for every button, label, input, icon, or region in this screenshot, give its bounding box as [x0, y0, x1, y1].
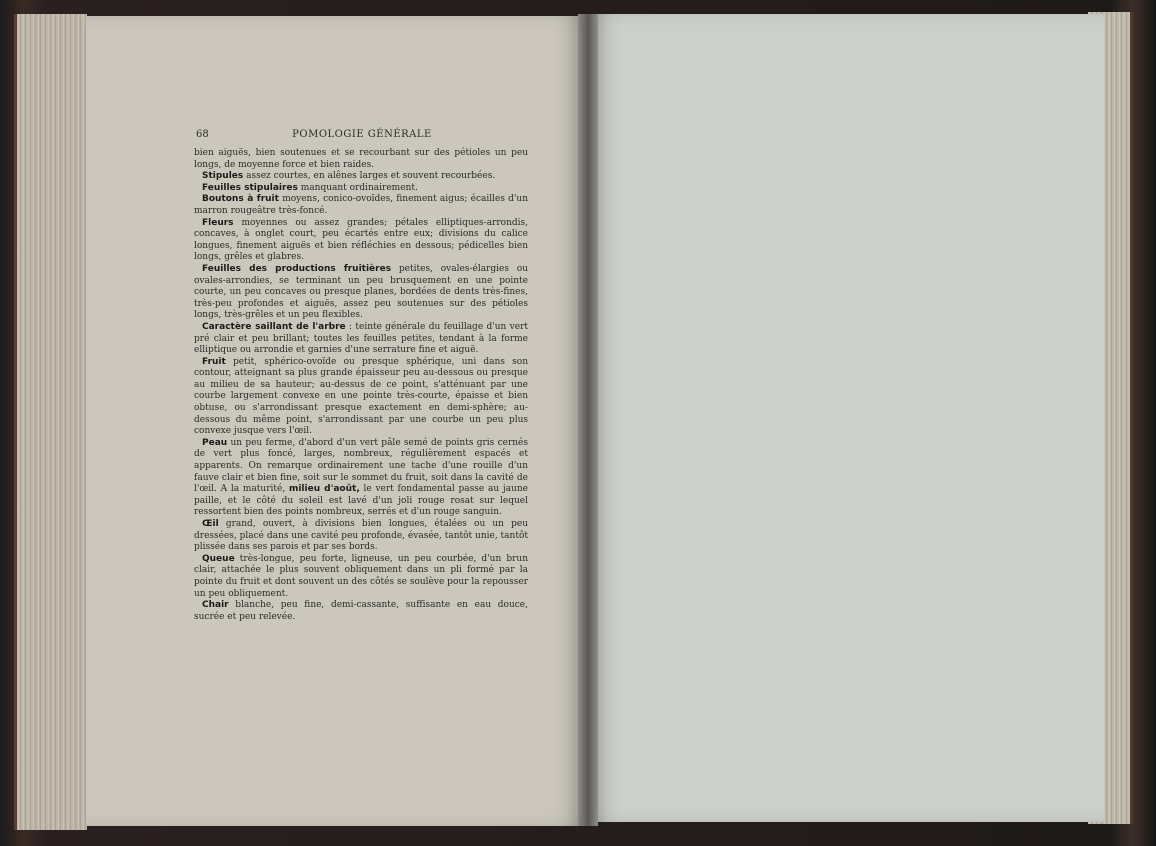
paragraph: [194, 148, 528, 171]
paragraph-lead: Œil: [202, 519, 219, 529]
paragraph-lead: Caractère saillant de l'arbre: [202, 321, 346, 332]
paragraph: [194, 600, 528, 623]
paragraph-text: grand, ouvert, à divisions bien longues, étalées ou un peu dressées, placé dans une cavité peu profonde, évasée, tantôt unie, tantôt plissée dans ses parois et par ses bords.: [194, 519, 528, 553]
paragraph-lead: Fleurs: [202, 217, 234, 228]
paragraph-text: : teinte générale du feuillage d'un vert pré clair et peu brillant; toutes les feuilles petites, tendant à la forme elliptique ou arrondie et garnies d'une serrature fine et aiguë.: [194, 321, 528, 356]
left-page-edges: [14, 14, 87, 830]
paragraph-text: moyens, conico-ovoïdes, finement aigus; écailles d'un marron rougeâtre très-foncé.: [194, 194, 528, 216]
paragraph-text: bien aiguës, bien soutenues et se recourbant sur des pétioles un peu longs, de moyenne force et bien raides.: [194, 148, 528, 170]
paragraph-text: moyennes ou assez grandes; pétales elliptiques-arrondis, concaves, à onglet court, peu écartés entre eux; divisions du calice longues, finement aiguës et bien réfléchies en dessous; pédicelles bien longs, grêles et glabres.: [194, 217, 528, 263]
paragraph-text: blanche, peu fine, demi-cassante, suffisante en eau douce, sucrée et peu relevée.: [194, 600, 528, 622]
paragraph-text: petites, ovales-élargies ou ovales-arrondies, se terminant un peu brusquement en une pointe courte, un peu concaves ou presque planes, bordées de dents très-fines, très-peu profondes et aiguës, assez peu soutenues sur des pétioles longs, très-grêles et un peu flexibles.: [194, 263, 528, 321]
paragraph: [194, 171, 528, 183]
paragraph: [194, 194, 528, 217]
paragraph-inline-bold: milieu d'août,: [288, 484, 360, 495]
paragraph-lead: Feuilles stipulaires: [202, 182, 298, 193]
paragraph: [194, 357, 528, 438]
paragraph: [194, 218, 528, 264]
paragraph-lead: Queue: [202, 553, 235, 564]
right-page-blank: [592, 14, 1104, 822]
running-head: POMOLOGIE GÉNÉRALE: [292, 129, 432, 140]
book-gutter: [578, 14, 598, 826]
body-text: [194, 148, 528, 623]
paragraph: [194, 183, 528, 195]
paragraph-lead: Feuilles des productions fruitières: [202, 263, 392, 274]
paragraph-text: un peu ferme, d'abord d'un vert pâle semé de points gris cernés de vert plus foncé, larges, nombreux, régulièrement espacés et apparents. On remarque ordinairement une tache d'une rouille d'un fauve clair et bien fine, soit sur le sommet du fruit, soit dans la cavité de l'œil. A la maturité,: [194, 437, 528, 495]
paragraph: [194, 519, 528, 554]
paragraph: [194, 264, 528, 322]
paragraph-lead: Peau: [202, 437, 228, 448]
page-number: 68: [196, 129, 209, 140]
paragraph-text: assez courtes, en alênes larges et souvent recourbées.: [243, 171, 496, 182]
paragraph-lead: Fruit: [202, 356, 226, 367]
paragraph: [194, 554, 528, 600]
paragraph-lead: Stipules: [202, 171, 244, 182]
paragraph-text: petit, sphérico-ovoïde ou presque sphérique, uni dans son contour, atteignant sa plus grande épaisseur peu au-dessous ou presque au milieu de sa hauteur; au-dessus de ce point, s'atténuant par une courbe largement convexe en une pointe très-courte, épaisse et bien obtuse, ou s'arrondissant presque exactement en demi-sphère; au-dessous du même point, s'arrondissant par une courbe un peu plus convexe jusque vers l'œil.: [194, 356, 528, 437]
page-header: [196, 129, 528, 143]
paragraph-lead: Boutons à fruit: [202, 194, 279, 205]
paragraph: [194, 322, 528, 357]
paragraph-text: très-longue, peu forte, ligneuse, un peu courbée, d'un brun clair, attachée le plus souvent obliquement dans un pli formé par la pointe du fruit et dont souvent un des côtés se soulève pour la repousser un peu obliquement.: [194, 553, 528, 599]
paragraph: [194, 438, 528, 519]
paragraph-text: manquant ordinairement.: [297, 182, 418, 193]
paragraph-text: le vert fondamental passe au jaune paille, et le côté du soleil est lavé d'un joli rouge rosat sur lequel ressortent bien des points nombreux, serrés et d'un rouge sanguin.: [194, 484, 528, 518]
paragraph-lead: Chair: [202, 600, 229, 611]
